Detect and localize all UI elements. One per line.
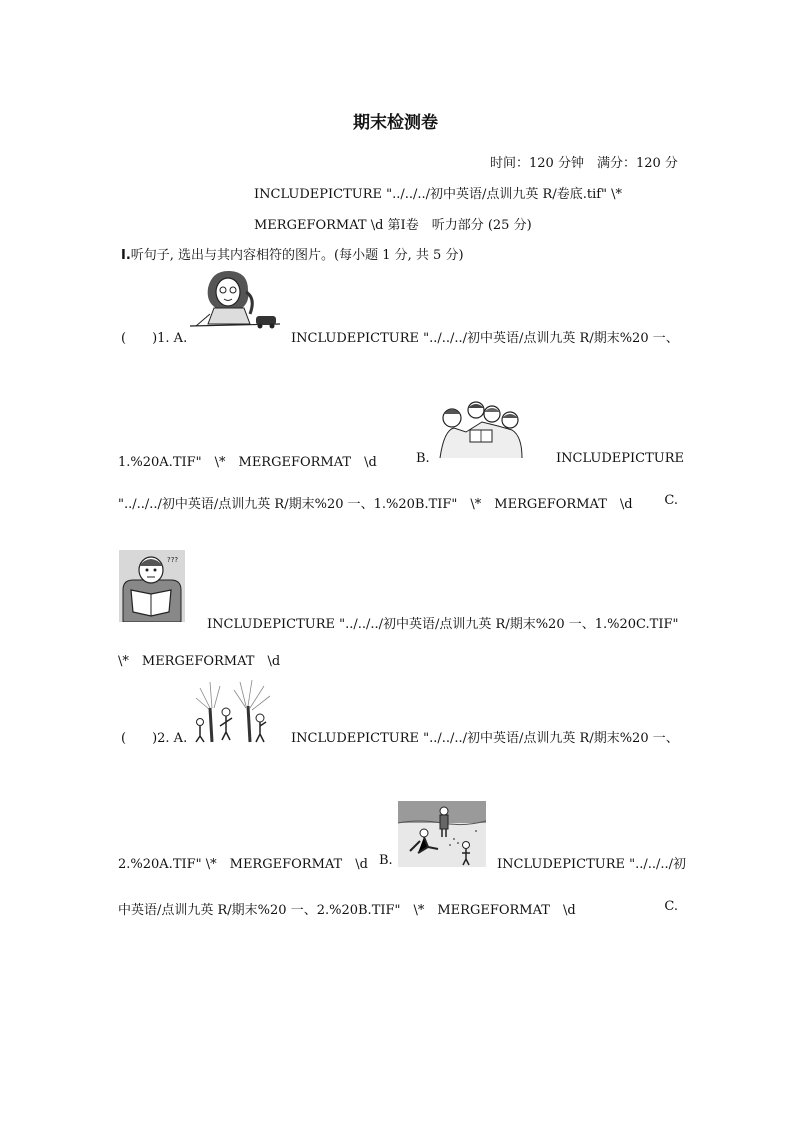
q1-a-field-code-end: 1.%20A.TIF" \* MERGEFORMAT \d	[118, 455, 377, 470]
page-title: 期末检测卷	[353, 113, 438, 133]
q2-b-field-code: INCLUDEPICTURE "../../../初	[497, 857, 687, 872]
q1-a-field-code: INCLUDEPICTURE "../../../初中英语/点训九英 R/期末%20 一、	[291, 331, 679, 346]
q1-picture-b	[436, 400, 524, 460]
q2-b-label: B.	[379, 853, 393, 868]
q2-a-field-code-end: 2.%20A.TIF" \* MERGEFORMAT \d	[118, 857, 368, 872]
section-text: 听句子, 选出与其内容相符的图片。(每小题 1 分, 共 5 分)	[130, 248, 464, 263]
q1-c-label: C.	[664, 493, 678, 508]
q1-picture-c	[119, 550, 185, 622]
q1-b-label: B.	[416, 451, 430, 466]
q1-c-field-code-end: \* MERGEFORMAT \d	[118, 654, 281, 669]
q2-b-field-code-end: 中英语/点训九英 R/期末%20 一、2.%20B.TIF" \* MERGEFORMAT \d	[118, 903, 576, 918]
q1-b-line	[118, 493, 678, 512]
svg-text:???: ???	[167, 556, 179, 564]
q1-c-field-code: INCLUDEPICTURE "../../../初中英语/点训九英 R/期末%20 一、1.%20C.TIF"	[207, 617, 679, 632]
q1-b-field-code-end: "../../../初中英语/点训九英 R/期末%20 一、1.%20B.TIF" \* MERGEFORMAT \d	[118, 497, 633, 512]
section-marker: Ⅰ.	[121, 248, 131, 263]
q1-b-field-code: INCLUDEPICTURE	[556, 451, 684, 466]
q1-picture-a	[190, 268, 280, 334]
section-heading	[121, 244, 464, 263]
q2-a-field-code: INCLUDEPICTURE "../../../初中英语/点训九英 R/期末%20 一、	[291, 731, 679, 746]
q2-picture-b	[398, 801, 486, 867]
q2-label: ( )2. A.	[121, 731, 188, 746]
q2-picture-a	[190, 678, 280, 744]
q2-c-label: C.	[664, 899, 678, 914]
q1-label: ( )1. A.	[121, 331, 188, 346]
field-code-header-1: INCLUDEPICTURE "../../../初中英语/点训九英 R/卷底.tif" \*	[254, 187, 623, 202]
field-code-header-2: MERGEFORMAT \d 第Ⅰ卷 听力部分 (25 分)	[254, 218, 532, 233]
q2-b-line	[118, 899, 678, 918]
exam-meta: 时间：120 分钟 满分：120 分	[490, 156, 678, 171]
